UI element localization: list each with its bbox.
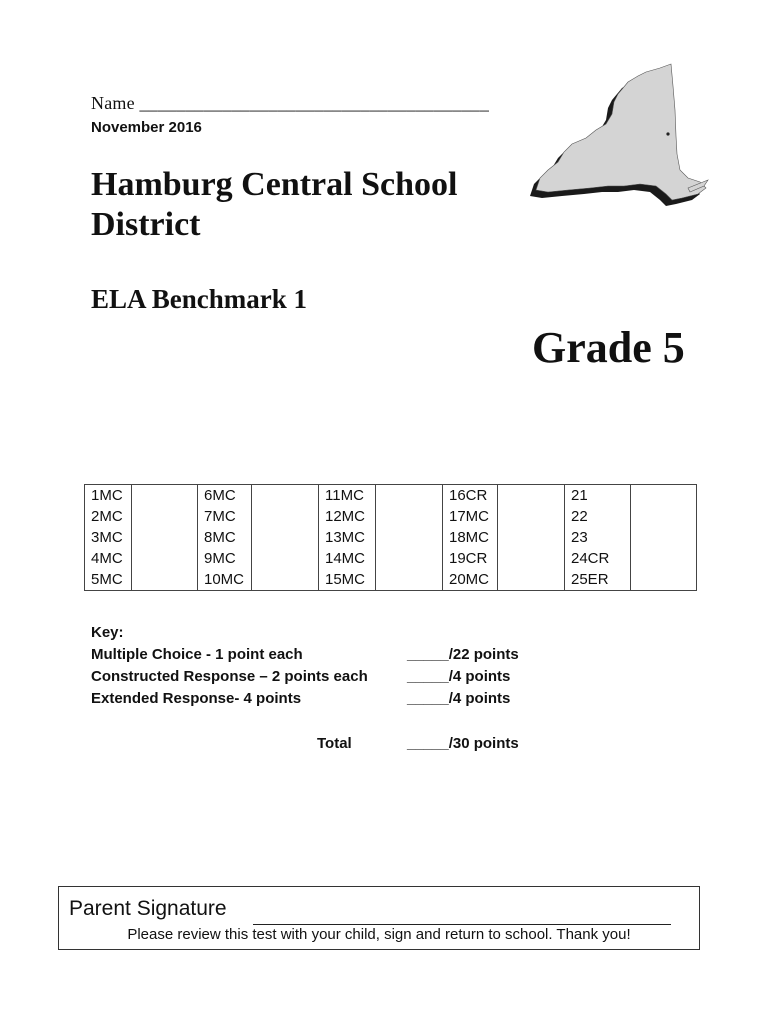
question-label-cell: 14MC xyxy=(319,548,376,569)
grade-title: Grade 5 xyxy=(532,323,685,372)
question-score-cell[interactable] xyxy=(631,527,697,548)
question-score-cell[interactable] xyxy=(252,548,319,569)
key-heading: Key: xyxy=(91,624,124,641)
question-label-cell: 11MC xyxy=(319,485,376,507)
question-score-cell[interactable] xyxy=(376,527,443,548)
question-score-cell[interactable] xyxy=(252,569,319,591)
key-label-constructed-response: Constructed Response – 2 points each xyxy=(91,668,368,685)
question-label-cell: 13MC xyxy=(319,527,376,548)
question-score-cell[interactable] xyxy=(498,548,565,569)
parent-signature-line[interactable] xyxy=(253,924,671,925)
question-score-cell[interactable] xyxy=(376,569,443,591)
question-label-cell: 12MC xyxy=(319,506,376,527)
question-score-cell[interactable] xyxy=(376,485,443,507)
question-label-cell: 21 xyxy=(565,485,631,507)
question-label-cell: 23 xyxy=(565,527,631,548)
question-score-cell[interactable] xyxy=(376,548,443,569)
question-score-cell[interactable] xyxy=(252,527,319,548)
name-field[interactable]: Name ______________________________________ xyxy=(91,93,490,113)
question-label-cell: 18MC xyxy=(443,527,498,548)
parent-signature-note: Please review this test with your child, sign and return to school. Thank you! xyxy=(127,926,631,943)
question-score-cell[interactable] xyxy=(498,527,565,548)
table-row xyxy=(85,569,697,591)
key-label-extended-response: Extended Response- 4 points xyxy=(91,690,302,707)
question-score-cell[interactable] xyxy=(252,506,319,527)
key-total-label: Total xyxy=(317,735,352,752)
map-fill xyxy=(536,64,708,200)
key-score-multiple-choice: _____/22 points xyxy=(407,646,519,663)
table-row xyxy=(85,506,697,527)
parent-signature-label: Parent Signature xyxy=(69,897,227,920)
key-total-score: _____/30 points xyxy=(407,735,519,752)
question-label-cell: 8MC xyxy=(198,527,252,548)
question-score-cell[interactable] xyxy=(376,506,443,527)
question-label-cell: 22 xyxy=(565,506,631,527)
table-row xyxy=(85,527,697,548)
key-score-constructed-response: _____/4 points xyxy=(407,668,511,685)
question-label-cell: 1MC xyxy=(85,485,132,507)
question-label-cell: 5MC xyxy=(85,569,132,591)
question-label-cell: 24CR xyxy=(565,548,631,569)
question-score-cell[interactable] xyxy=(631,485,697,507)
question-label-cell: 15MC xyxy=(319,569,376,591)
question-label-cell: 10MC xyxy=(198,569,252,591)
question-score-cell[interactable] xyxy=(132,569,198,591)
new-york-state-map-image xyxy=(528,58,718,214)
question-score-cell[interactable] xyxy=(132,506,198,527)
question-label-cell: 3MC xyxy=(85,527,132,548)
table-row xyxy=(85,548,697,569)
question-score-cell[interactable] xyxy=(631,548,697,569)
question-score-cell[interactable] xyxy=(132,485,198,507)
table-row xyxy=(85,485,697,507)
benchmark-title: ELA Benchmark 1 xyxy=(91,284,308,314)
test-date: November 2016 xyxy=(91,119,202,136)
question-score-cell[interactable] xyxy=(631,569,697,591)
parent-signature-box xyxy=(58,886,700,950)
district-title: Hamburg Central School District xyxy=(91,166,458,243)
key-score-extended-response: _____/4 points xyxy=(407,690,511,707)
question-score-cell[interactable] xyxy=(498,569,565,591)
question-score-cell[interactable] xyxy=(132,548,198,569)
question-label-cell: 6MC xyxy=(198,485,252,507)
question-label-cell: 16CR xyxy=(443,485,498,507)
question-label-cell: 2MC xyxy=(85,506,132,527)
question-score-cell[interactable] xyxy=(498,506,565,527)
question-label-cell: 20MC xyxy=(443,569,498,591)
score-table xyxy=(84,484,697,591)
question-label-cell: 4MC xyxy=(85,548,132,569)
question-label-cell: 9MC xyxy=(198,548,252,569)
question-label-cell: 7MC xyxy=(198,506,252,527)
key-label-multiple-choice: Multiple Choice - 1 point each xyxy=(91,646,303,663)
question-label-cell: 25ER xyxy=(565,569,631,591)
question-score-cell[interactable] xyxy=(132,527,198,548)
question-score-cell[interactable] xyxy=(498,485,565,507)
question-score-cell[interactable] xyxy=(631,506,697,527)
question-label-cell: 17MC xyxy=(443,506,498,527)
question-score-cell[interactable] xyxy=(252,485,319,507)
question-label-cell: 19CR xyxy=(443,548,498,569)
